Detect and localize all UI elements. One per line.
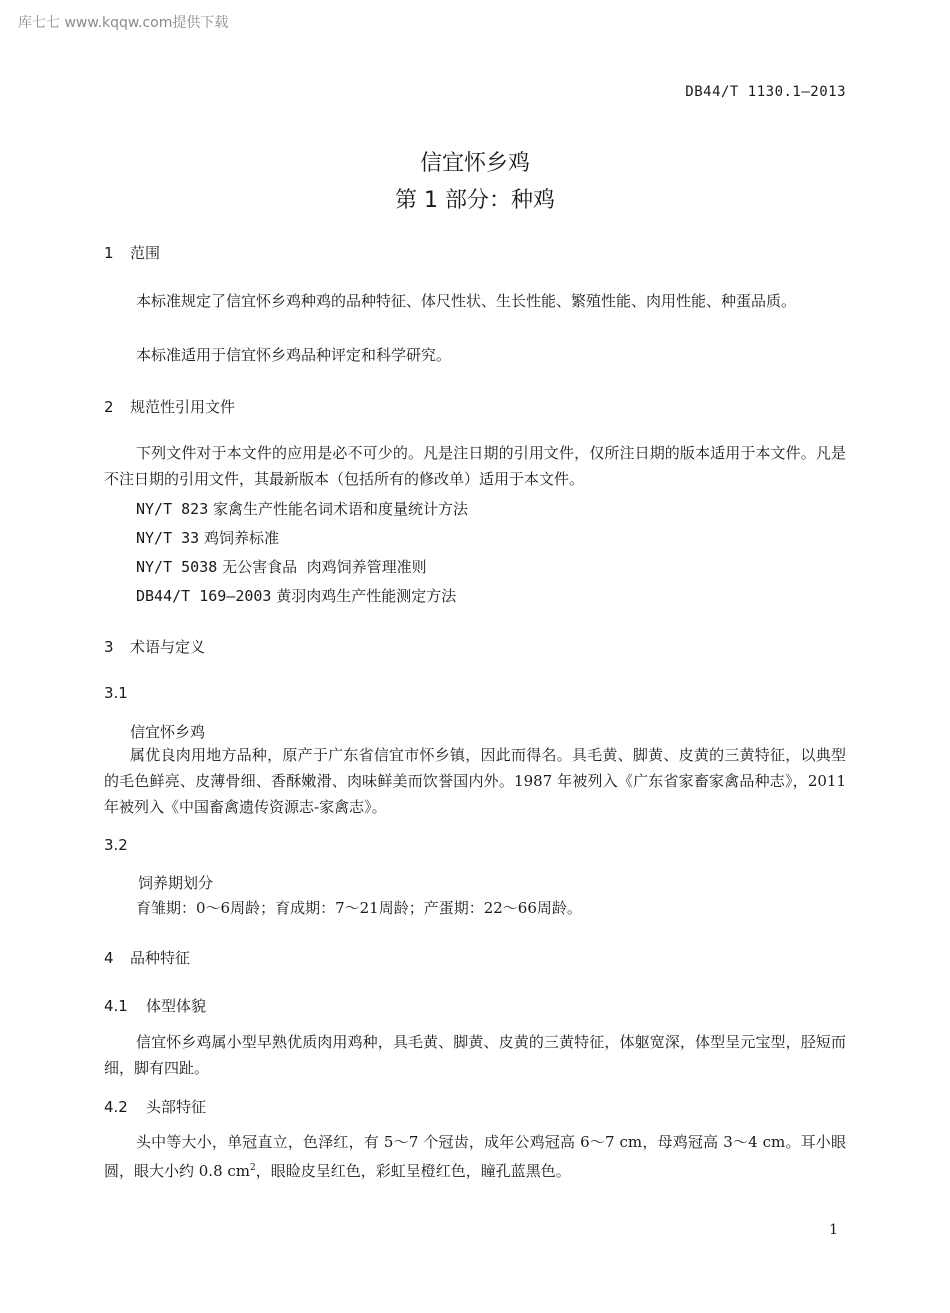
superscript: 2 — [250, 1163, 256, 1173]
reference-code: NY/T 5038 — [136, 558, 218, 576]
section-title: 范围 — [130, 244, 161, 262]
section-number: 4 — [104, 949, 114, 967]
term-number: 3.1 — [104, 684, 128, 702]
document-title: 信宜怀乡鸡 — [419, 151, 530, 176]
paragraph: 本标准规定了信宜怀乡鸡种鸡的品种特征、体尺性状、生长性能、繁殖性能、肉用性能、种蛋品质。 — [136, 292, 797, 310]
term-name: 饲养期划分 — [138, 874, 214, 892]
section-heading-3 — [104, 636, 205, 657]
section-heading-4 — [104, 947, 190, 968]
watermark: 库七七 www.kqqw.com提供下载 — [18, 15, 229, 31]
section-heading-1 — [104, 242, 160, 263]
section-number: 3 — [104, 638, 114, 656]
subsection-number: 4.2 — [104, 1098, 128, 1116]
subsection-heading-4-2 — [104, 1096, 206, 1117]
section-number: 1 — [104, 244, 114, 262]
reference-title: 黄羽肉鸡生产性能测定方法 — [276, 587, 457, 605]
reference-title: 无公害食品 肉鸡饲养管理准则 — [222, 558, 427, 576]
subsection-number: 4.1 — [104, 997, 128, 1015]
term-name: 信宜怀乡鸡 — [130, 723, 206, 741]
paragraph-text: ，眼睑皮呈红色，彩虹呈橙红色，瞳孔蓝黑色。 — [255, 1162, 571, 1180]
reference-item — [136, 498, 468, 519]
section-title: 规范性引用文件 — [130, 398, 236, 416]
term-definition: 属优良肉用地方品种，原产于广东省信宜市怀乡镇，因此而得名。具毛黄、脚黄、皮黄的三黄特征，以典型的毛色鲜亮、皮薄骨细、香酥嫩滑、肉味鲜美而饮誉国内外。1987 年被列入《广东省家畜家禽品种志》，2011 年被列入《中国畜禽遗传资源志-家禽志》。 — [104, 746, 846, 816]
paragraph: 信宜怀乡鸡属小型早熟优质肉用鸡种，具毛黄、脚黄、皮黄的三黄特征，体躯宽深，体型呈元宝型，胫短而细，脚有四趾。 — [104, 1033, 846, 1077]
document-subtitle: 第 1 部分：种鸡 — [395, 188, 555, 213]
reference-title: 家禽生产性能名词术语和度量统计方法 — [213, 500, 469, 518]
subsection-title: 头部特征 — [146, 1098, 207, 1116]
paragraph-text: 头中等大小，单冠直立，色泽红，有 5～7 个冠齿，成年公鸡冠高 6～7 cm，母鸡冠高 3～4 cm。耳小眼圆，眼大小约 0.8 cm — [104, 1133, 846, 1180]
document-number: DB44/T 1130.1—2013 — [685, 84, 846, 100]
term-number: 3.2 — [104, 836, 128, 854]
section-title: 术语与定义 — [130, 638, 206, 656]
reference-item — [136, 585, 456, 606]
reference-title: 鸡饲养标准 — [204, 529, 280, 547]
section-title: 品种特征 — [130, 949, 191, 967]
paragraph: 下列文件对于本文件的应用是必不可少的。凡是注日期的引用文件，仅所注日期的版本适用于本文件。凡是不注日期的引用文件，其最新版本（包括所有的修改单）适用于本文件。 — [104, 444, 846, 488]
subsection-title: 体型体貌 — [146, 997, 207, 1015]
reference-code: NY/T 823 — [136, 500, 209, 518]
paragraph: 本标准适用于信宜怀乡鸡品种评定和科学研究。 — [136, 346, 452, 364]
reference-code: DB44/T 169—2003 — [136, 587, 272, 605]
section-heading-2 — [104, 396, 235, 417]
reference-item — [136, 527, 279, 548]
reference-code: NY/T 33 — [136, 529, 200, 547]
page-number: 1 — [829, 1222, 838, 1238]
term-definition: 育雏期：0～6周龄；育成期：7～21周龄；产蛋期：22～66周龄。 — [136, 899, 582, 917]
reference-item — [136, 556, 427, 577]
section-number: 2 — [104, 398, 114, 416]
subsection-heading-4-1 — [104, 995, 206, 1016]
paragraph — [104, 1129, 846, 1184]
